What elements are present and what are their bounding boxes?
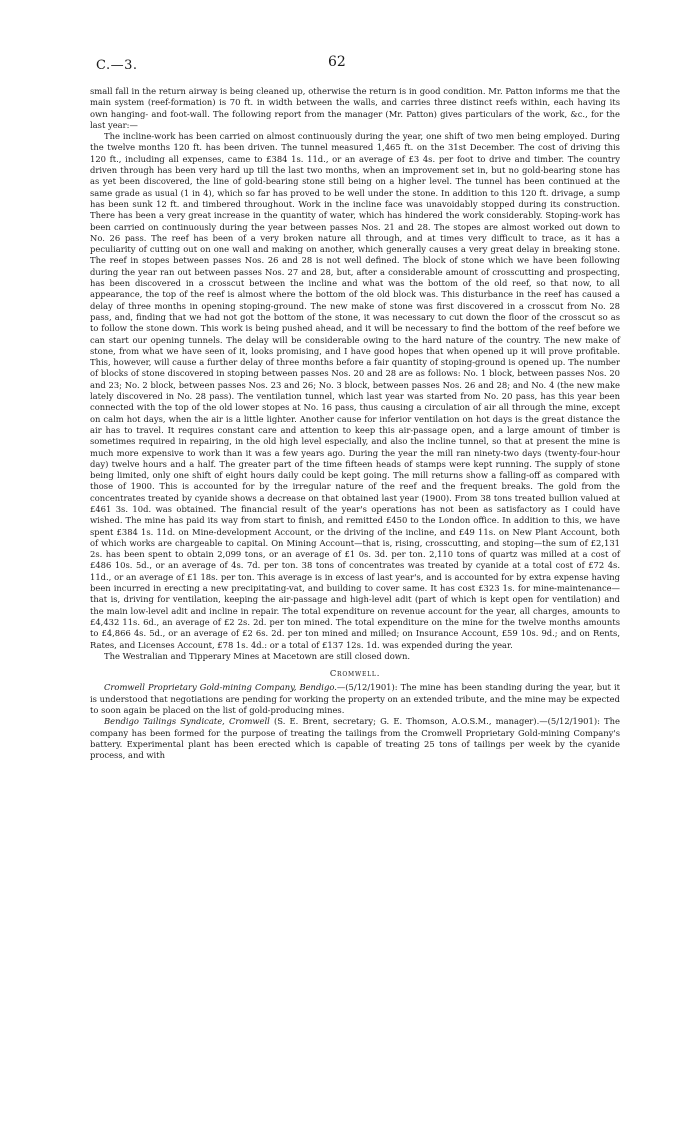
- paragraph-continuation: small fall in the return airway is being cleaned up, otherwise the return is in good condition. Mr. Patton informs me that the main system (reef-formation) is 70 ft. in width between the walls, and carries three distinct reefs within, each having its own hanging- and foot-wall. The following report from the manager (Mr. Patton) gives particulars of the work, &c., for the last year:—: [90, 86, 620, 130]
- body-text: [90, 86, 620, 762]
- entry-name: Cromwell Proprietary Gold-mining Company, Bendigo.: [104, 682, 337, 693]
- entry-cromwell-proprietary: [90, 682, 620, 716]
- paragraph-macetown: The Westralian and Tipperary Mines at Macetown are still closed down.: [104, 650, 411, 661]
- paragraph-manager-report: The incline-work has been carried on almost continuously during the year, one shift of two men being employed. During the twelve months 120 ft. has been driven. The tunnel measured 1,465 ft. on the 31st December. The cost of driving this 120 ft., including all expenses, came to £384 1s. 11d., or an average of £3 4s. per foot to drive and timber. The country driven through has been very hard up till the last two months, when an improvement set in, but no gold-bearing stone has as yet been discovered, the line of gold-bearing stone still being on a higher level. The tunnel has been continued at the same grade as usual (1 in 4), which so far has proved to be well under the stone. In addition to this 120 ft. drivage, a sump has been sunk 12 ft. and timbered throughout. Work in the incline face was unavoidably stopped during its construction. There has been a very great increase in the quantity of water, which has hindered the work considerably. Stoping-work has been carried on continuously during the year between passes Nos. 21 and 28. The stopes are almost worked out down to No. 26 pass. The reef has been of a very broken nature all through, and at times very difficult to trace, as it has a peculiarity of cutting out on one wall and making on another, which generally causes a very great delay in breaking stone. The reef in stopes between passes Nos. 26 and 28 is not well defined. The block of stone which we have been following during the year ran out between passes Nos. 27 and 28, but, after a considerable amount of crosscutting and prospecting, has been discovered in a crosscut between the incline and what was the bottom of the old reef, so that now, to all appearance, the top of the reef is almost where the bottom of the old block was. This disturbance in the reef has caused a delay of three months in opening stoping-ground. The new make of stone was first discovered in a crosscut from No. 28 pass, and, finding that we had not got the bottom of the stone, it was necessary to cut down the floor of the crosscut so as to follow the stone down. This work is being pushed ahead, and it will be necessary to find the bottom of the reef before we can start our opening tunnels. The delay will be considerable owing to the hard nature of the country. The new make of stone, from what we have seen of it, looks promising, and I have good hopes that when opened up it will prove profitable. This, however, will cause a further delay of three months before a fair quantity of stoping-ground is opened up. The number of blocks of stone discovered in stoping between passes Nos. 20 and 28 are as follows: No. 1 block, between passes Nos. 20 and 23; No. 2 block, between passes Nos. 23 and 26; No. 3 block, between passes Nos. 26 and 28; and No. 4 (the new make lately discovered in No. 28 pass). The ventilation tunnel, which last year was started from No. 20 pass, has this year been connected with the top of the old lower stopes at No. 16 pass, thus causing a circulation of air all through the mine, except on calm hot days, when the air is a little lighter. Another cause for inferior ventilation on hot days is the great distance the air has to travel. It requires constant care and attention to keep this air-passage open, and a large amount of timber is sometimes required in repairing, in the old high level especially, and also the incline tunnel, so that at present the mine is much more expensive to work than it was a few years ago. During the year the mill ran ninety-two days (twenty-four-hour day) twelve hours and a half. The greater part of the time fifteen heads of stamps were kept running. The supply of stone being limited, only one shift of eight hours daily could be kept going. The mill returns show a falling-off as compared with those of 1900. This is accounted for by the irregular nature of the reef and the frequent breaks. The gold from the concentrates treated by cyanide shows a decrease on that obtained last year (1900). From 38 tons treated bullion valued at £461 3s. 10d. was obtained. The financial result of the year's operations has not been as satisfactory as I could have wished. The mine has paid its way from start to finish, and remitted £450 to the London office. In addition to this, we have spent £384 1s. 11d. on Mine-development Account, or the driving of the incline, and £49 11s. on New Plant Account, both of which works are chargeable to capital. On Mining Account—that is, rising, crosscutting, and stoping—the sum of £2,131 2s. has been spent to obtain 2,099 tons, or an average of £1 0s. 3d. per ton. 2,110 tons of quartz was milled at a cost of £486 10s. 5d., or an average of 4s. 7d. per ton. 38 tons of concentrates was treated by cyanide at a total cost of £72 4s. 11d., or an average of £1 18s. per ton. This average is in excess of last year's, and is accounted for by extra expense having been incurred in erecting a new precipitating-vat, and building to cover same. It has cost £323 1s. for mine-maintenance—that is, driving for ventilation, keeping the air-passage and high-level adit (part of which is kept open for ventilation) and the main low-level adit and incline in repair. The total expenditure on revenue account for the year, all charges, amounts to £4,432 11s. 6d., an average of £2 2s. 2d. per ton mined. The total expenditure on the mine for the twelve months amounts to £4,866 4s. 5d., or an average of £2 6s. 2d. per ton mined and milled; on Insurance Account, £59 10s. 9d.; and on Rents, Rates, and Licenses Account, £78 1s. 4d.: or a total of £137 12s. 1d. was expended during the year.: [90, 131, 620, 650]
- entry-bendigo-tailings: [90, 716, 620, 761]
- entry-text: —(5/12/1901): The mine has been standing during the year, but it is understood that negotiations are pending for working the property on an extended tribute, and the mine may be expected to soon again be placed on the list of gold-producing mines.: [90, 682, 620, 716]
- page-number: 62: [328, 54, 346, 70]
- series-reference: C.—3.: [96, 58, 138, 73]
- section-heading-cromwell: Cromwell.: [329, 668, 381, 679]
- page-header: [90, 54, 620, 76]
- entry-text: (S. E. Brent, secretary; G. E. Thomson, A.O.S.M., manager).—(5/12/1901): The company has been formed for the purpose of treating the tailings from the Cromwell Proprietary Gold-mining Company's battery. Experimental plant has been erected which is capable of treating 25 tons of tailings per week by the cyanide process, and with: [90, 716, 620, 761]
- entry-name: Bendigo Tailings Syndicate, Cromwell: [104, 716, 270, 727]
